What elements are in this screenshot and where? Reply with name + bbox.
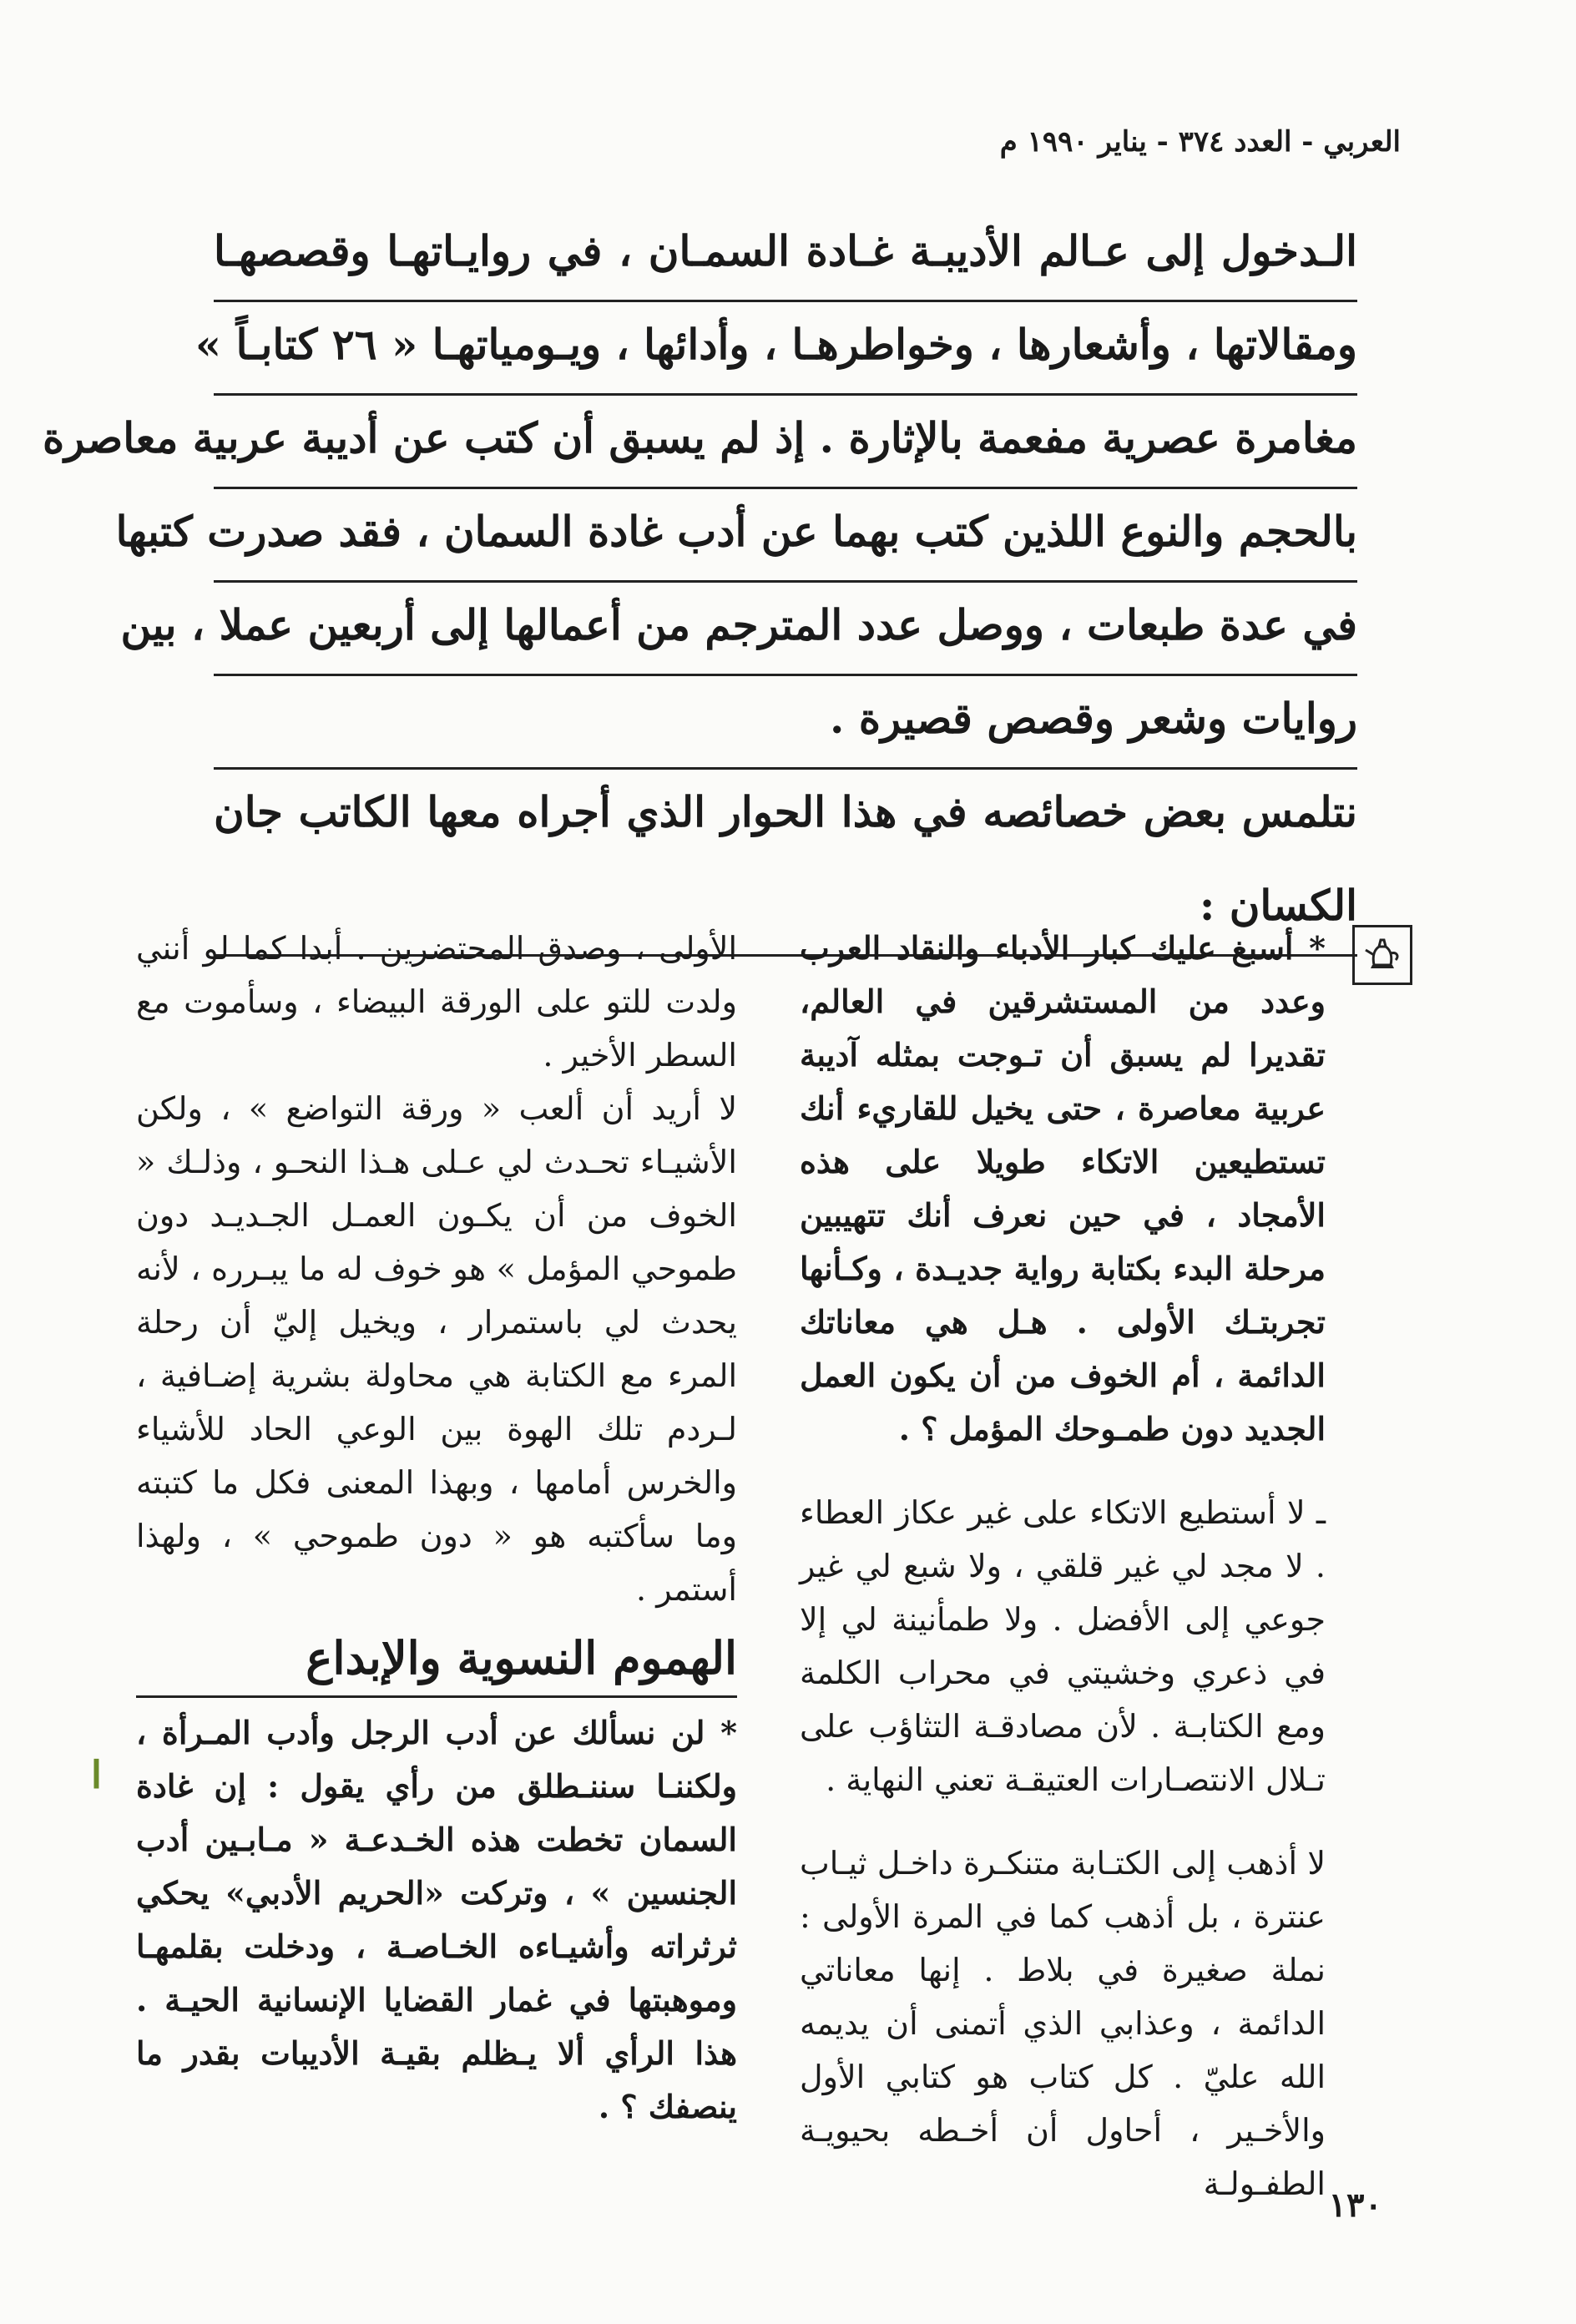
intro-line: روايات وشعر وقصص قصيرة . [214,676,1357,770]
question-paragraph: * أسبغ عليك كبار الأدباء والنقاد العرب وعدد من المستشرقين في العالم، تقديرا لم يسبق أن تـوجت بمثله آديبة عربية معاصرة ، حتى يخيل للقاريء أنك تستطيعين الاتكاء طويلا على هذه الأمجاد ، في حين نعرف أنك تتهيبين مرحلة البدء بكتابة رواية جديـدة ، وكـأنها تجربتـك الأولى . هـل هي معاناتك الدائمة ، أم الخوف من أن يكون العمل الجديد دون طمـوحك المؤمل ؟ . [800,929,1326,1447]
coffee-pot-icon [1359,932,1406,978]
page-number: ١٣٠ [1328,2185,1382,2225]
answer-paragraph: الأولى ، وصدق المحتضرين . أبدا كما لو أنني ولدت للتو على الورقة البيضاء ، وسأموت مع السطر الأخير . [136,930,737,1074]
magazine-emblem-icon [1352,925,1412,985]
right-column [800,922,1326,2210]
question-paragraph: * لن نسألك عن أدب الرجل وأدب المـرأة ، ولكننـا سننـطلق من رأي يقول : إن غادة السمان تخطت هذه الخـدعـة « مـابـين أدب الجنسين » ، وتركت «الحريم الأدبي» يحكي ثرثراته وأشيـاءه الخـاصـة ، ودخلت بقلمهـا وموهبتها في غمار القضايا الإنسانية الحيـة . هذا الرأي ألا يـظلم بقيـة الأديبات بقدر ما ينصفك ؟ . [136,1713,737,2125]
intro-line: نتلمس بعض خصائصه في هذا الحوار الذي أجراه معها الكاتب جان [214,787,1357,836]
stray-mark: ▎ [93,1760,114,1789]
intro-line: مغامرة عصرية مفعمة بالإثارة . إذ لم يسبق أن كتب عن أديبة عربية معاصرة [214,396,1357,489]
intro-line: ومقالاتها ، وأشعارها ، وخواطرهـا ، وأدائها ، ويـومياتهـا « ٢٦ كتابـاً » [214,302,1357,396]
section-heading: الهموم النسوية والإبداع [136,1616,737,1698]
answer-paragraph: لا أريد أن ألعب « ورقة التواضع » ، ولكن الأشيـاء تحـدث لي عـلى هـذا النحـو ، وذلـك « الخوف من أن يكـون العمـل الجـديـد دون طموحي المؤمل » هو خوف له ما يبـرره ، لأنه يحدث لي باستمرار ، ويخيل إليّ أن رحلة المرء مع الكتابة هي محاولة بشرية إضـافية ، لـردم تلك الهوة بين الوعي الحاد للأشياء والخرس أمامها ، وبهذا المعنى فكل ما كتبته وما سأكتبه هو « دون طموحي » ، ولهذا أستمر . [136,1090,737,1608]
intro-line: الكسان : [214,863,1357,957]
answer-paragraph: لا أذهب إلى الكتـابة متنكـرة داخـل ثيـاب عنترة ، بل أذهب كما في المرة الأولى : نملة صغيرة في بلاط . إنها معاناتي الدائمة ، وعذابي الذي أتمنى أن يديمه الله عليّ . كل كتاب هو كتابي الأول والأخـير ، أحاول أن أخـطه بحيويـة الطفـولـة [800,1845,1326,2202]
intro-block [42,219,1357,957]
intro-line: في عدة طبعات ، ووصل عدد المترجم من أعمالها إلى أربعين عملا ، بين [214,583,1357,676]
intro-line: الـدخول إلى عـالم الأديبـة غـادة السمـان ، في روايـاتهـا وقصصهـا [214,219,1357,302]
intro-line: بالحجم والنوع اللذين كتب بهما عن أدب غادة السمان ، فقد صدرت كتبها [214,489,1357,583]
left-column [136,922,737,2134]
answer-paragraph: ـ لا أستطيع الاتكاء على غير عكاز العطاء . لا مجد لي غير قلقي ، ولا شبع لي غير جوعي إلى الأفضل . ولا طمأنينة لي إلا في ذعري وخشيتي في محراب الكلمة ومع الكتابـة . لأن مصادقـة التثاؤب على تـلال الانتصـارات العتيقـة تعني النهاية . [800,1494,1326,1798]
running-head: العربي - العدد ٣٧٤ - يناير ١٩٩٠ م [999,125,1401,159]
